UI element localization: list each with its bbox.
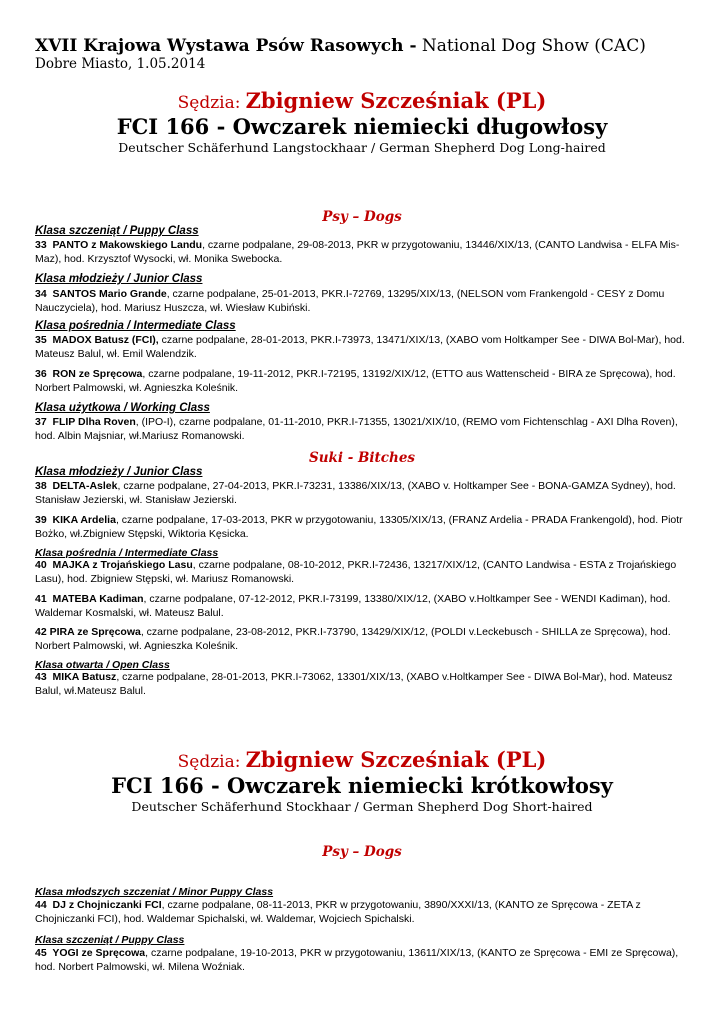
entry-42: 42 PIRA ze Spręcowa, czarne podpalane, 23-08-2012, PKR.I-73790, 13429/XIX/12, (POLDI v.Leckebusch - SHILLA ze Spręcowa), hod. Norbert Palmowski, wł. Agnieszka Koleśnik.: [35, 626, 671, 652]
class-heading: Klasa użytkowa / Working Class: [35, 402, 210, 414]
class-heading: Klasa młodzieży / Junior Class: [35, 466, 203, 478]
entry-43: 43 MIKA Batusz, czarne podpalane, 28-01-2013, PKR.I-73062, 13301/XIX/13, (XABO v.Holtkamper See - DIWA Bol-Mar), hod. Mateusz Balul, wł.Mateusz Balul.: [35, 671, 673, 697]
entry-37: 37 FLIP Dlha Roven, (IPO-I), czarne podpalane, 01-11-2010, PKR.I-71355, 13021/XIX/10, (REMO vom Fichtenschlag - AXI Dlha Roven), hod. Albin Majsniar, wł.Mariusz Romanowski.: [35, 416, 678, 442]
entry-35: 35 MADOX Batusz (FCI), czarne podpalane, 28-01-2013, PKR.I-73973, 13471/XIX/13, (XABO vom Holtkamper See - DIWA Bol-Mar), hod. Mateusz Balul, wł. Emil Walendzik.: [35, 334, 685, 360]
class-heading: Klasa pośrednia / Intermediate Class: [35, 320, 236, 332]
entry-39: 39 KIKA Ardelia, czarne podpalane, 17-03-2013, PKR w przygotowaniu, 13305/XIX/13, (FRANZ Ardelia - PRADA Frankengold), hod. Piotr Bożko, wł.Zbigniew Stępski, Wiktoria Kęsicka.: [35, 514, 683, 540]
class-heading: Klasa otwarta / Open Class: [35, 659, 170, 671]
judge-line: Sędzia: Zbigniew Szcześniak (PL): [177, 88, 547, 113]
class-heading: Klasa szczeniąt / Puppy Class: [35, 225, 199, 237]
show-location-date: Dobre Miasto, 1.05.2014: [35, 56, 206, 72]
class-heading: Klasa młodszych szczeniat / Minor Puppy Class: [35, 886, 274, 898]
entry-40: 40 MAJKA z Trojańskiego Lasu, czarne podpalane, 08-10-2012, PKR.I-72436, 13217/XIX/12, (CANTO Landwisa - ESTA z Trojańskiego Lasu), hod. Zbigniew Stępski, wł. Mariusz Romanowski.: [35, 559, 677, 585]
entry-36: 36 RON ze Spręcowa, czarne podpalane, 19-11-2012, PKR.I-72195, 13192/XIX/12, (ETTO aus Wattenscheid - BIRA ze Spręcowa), hod. Norbert Palmowski, wł. Agnieszka Koleśnik.: [35, 368, 676, 394]
breed-title: FCI 166 - Owczarek niemiecki długowłosy: [116, 114, 608, 139]
breed-subtitle: Deutscher Schäferhund Langstockhaar / German Shepherd Dog Long-haired: [118, 140, 606, 155]
entry-38: 38 DELTA-Aslek, czarne podpalane, 27-04-2013, PKR.I-73231, 13386/XIX/13, (XABO v. Holtkamper See - BONA-GAMZA Sydney), hod. Stanisław Jezierski, wł. Stanisław Jezierski.: [35, 480, 676, 506]
class-heading: Klasa szczeniąt / Puppy Class: [35, 934, 185, 946]
entry-41: 41 MATEBA Kadiman, czarne podpalane, 07-12-2012, PKR.I-73199, 13380/XIX/12, (XABO v.Holtkamper See - WENDI Kadiman), hod. Waldemar Kosmalski, wł. Mateusz Balul.: [35, 593, 671, 619]
dogs-heading: Psy – Dogs: [322, 844, 402, 860]
bitches-heading: Suki - Bitches: [308, 450, 416, 466]
dogs-heading: Psy – Dogs: [322, 209, 402, 225]
breed-title: FCI 166 - Owczarek niemiecki krótkowłosy: [111, 773, 613, 798]
judge-line: Sędzia: Zbigniew Szcześniak (PL): [177, 747, 547, 772]
class-heading: Klasa młodzieży / Junior Class: [35, 273, 203, 285]
entry-33: 33 PANTO z Makowskiego Landu, czarne podpalane, 29-08-2013, PKR w przygotowaniu, 13446/XIX/13, (CANTO Landwisa - ELFA Mis-Maz), hod. Krzysztof Wysocki, wł. Monika Swebocka.: [35, 239, 680, 265]
entry-44: 44 DJ z Chojniczanki FCI, czarne podpalane, 08-11-2013, PKR w przygotowaniu, 3890/XXXI/13, (KANTO ze Spręcowa - ZETA z Chojniczanki FCI), hod. Waldemar Spichalski, wł. Waldemar, Wojciech Spichalski.: [35, 899, 641, 925]
class-heading: Klasa pośrednia / Intermediate Class: [35, 547, 219, 559]
entry-34: 34 SANTOS Mario Grande, czarne podpalane, 25-01-2013, PKR.I-72769, 13295/XIX/13, (NELSON vom Frankengold - CESY z Domu Nauczyciela), hod. Mariusz Huszcza, wł. Wiesław Kubiński.: [35, 288, 665, 314]
entry-45: 45 YOGI ze Spręcowa, czarne podpalane, 19-10-2013, PKR w przygotowaniu, 13611/XIX/13, (KANTO ze Spręcowa - EMI ze Spręcowa), hod. Norbert Palmowski, wł. Milena Woźniak.: [35, 947, 679, 973]
breed-subtitle: Deutscher Schäferhund Stockhaar / German Shepherd Dog Short-haired: [131, 799, 593, 814]
show-title: XVII Krajowa Wystawa Psów Rasowych - National Dog Show (CAC): [35, 36, 646, 56]
